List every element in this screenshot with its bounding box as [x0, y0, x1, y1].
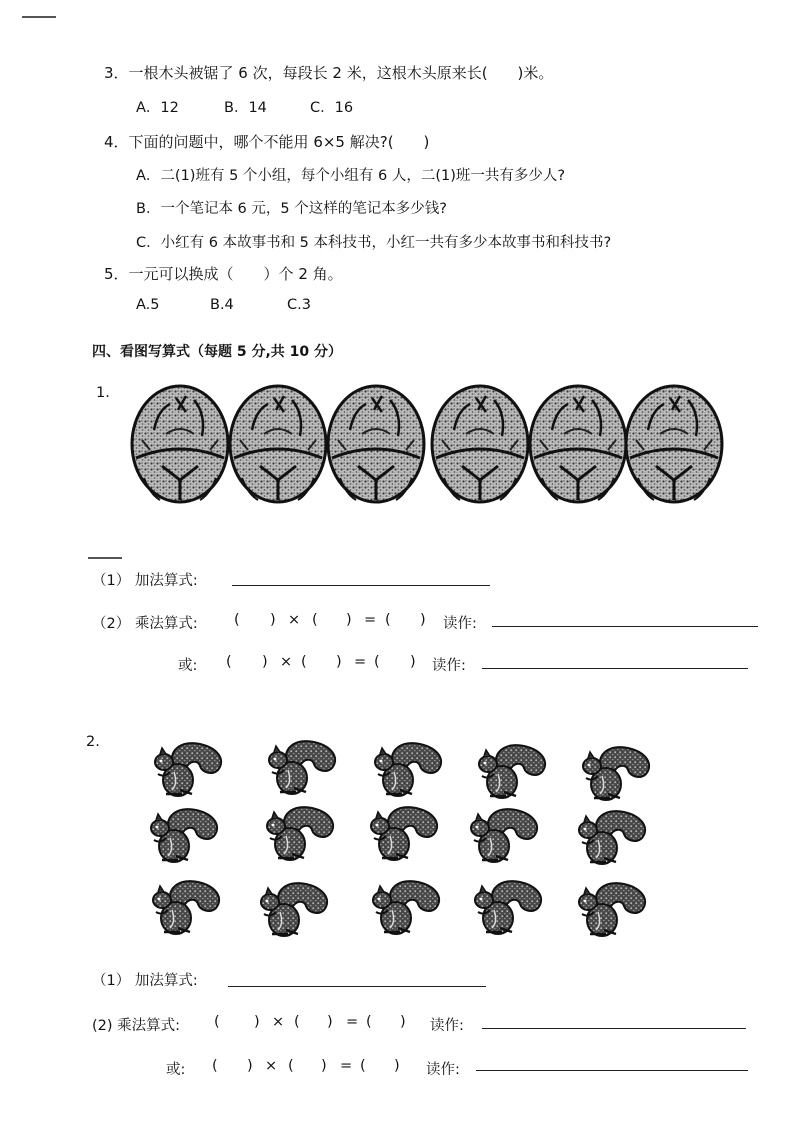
squirrel-icon: [267, 807, 333, 860]
problem-1-number: 1.: [96, 385, 110, 401]
problem-2-read-blank[interactable]: [482, 1028, 746, 1029]
problem-1-mult-close-1: ): [270, 612, 276, 628]
problem-1-mult-blank-3[interactable]: [397, 612, 419, 630]
problem-2-mult-close-2: ): [327, 1014, 333, 1030]
egg-with-chicks-icon: [328, 386, 424, 502]
problem-2-alt-close-1: ): [247, 1058, 253, 1074]
problem-2-alt-blank-1[interactable]: [224, 1058, 246, 1076]
problem-2-mult-blank-1[interactable]: [226, 1014, 248, 1032]
problem-2-alt-blank-2[interactable]: [300, 1058, 322, 1076]
problem-2-times-sign: ×: [272, 1014, 285, 1030]
problem-1-alt-open-1: (: [226, 654, 232, 670]
squirrel-icon: [373, 881, 439, 934]
question-4-option-c: C．小红有 6 本故事书和 5 本科技书，小红一共有多少本故事书和科技书?: [136, 235, 612, 251]
problem-1-alt-read-blank[interactable]: [482, 668, 748, 669]
problem-1-alt-close-3: ): [410, 654, 416, 670]
question-4-option-b: B．一个笔记本 6 元，5 个这样的笔记本多少钱?: [136, 201, 447, 217]
problem-2-addition-label: （1） 加法算式:: [92, 973, 198, 989]
question-3-option-c: C．16: [310, 100, 354, 116]
problem-2-alt-read-label: 读作:: [426, 1062, 460, 1078]
question-3-stem: 3．一根木头被锯了 6 次，每段长 2 米，这根木头原来长( )米。: [104, 64, 554, 82]
question-5-option-c: C.3: [287, 297, 311, 313]
problem-2-mult-close-1: ): [254, 1014, 260, 1030]
problem-2-alt-open-1: (: [212, 1058, 218, 1074]
question-3-option-a: A．12: [136, 100, 179, 116]
squirrel-icon: [583, 747, 649, 800]
squirrel-icon: [479, 745, 545, 798]
problem-2-mult-open-1: (: [214, 1014, 220, 1030]
squirrel-icon: [471, 809, 537, 862]
problem-1-alt-open-2: (: [301, 654, 307, 670]
question-4-option-a: A．二(1)班有 5 个小组，每个小组有 6 人，二(1)班一共有多少人?: [136, 168, 566, 184]
problem-1-addition-label: （1） 加法算式:: [92, 573, 198, 589]
problem-1-read-blank[interactable]: [492, 626, 758, 627]
problem-1-alt-times-sign: ×: [280, 654, 293, 670]
problem-2-read-label: 读作:: [430, 1018, 464, 1034]
question-5-option-a: A.5: [136, 297, 160, 313]
scan-mark-mid: [88, 557, 122, 559]
squirrel-icon: [579, 883, 645, 936]
problem-1-alt-close-2: ): [336, 654, 342, 670]
problem-1-mult-blank-2[interactable]: [324, 612, 346, 630]
problem-1-alt-close-1: ): [262, 654, 268, 670]
problem-1-multiplication-label: （2） 乘法算式:: [92, 616, 198, 632]
problem-1-alt-blank-3[interactable]: [386, 654, 408, 672]
egg-with-chicks-icon: [626, 386, 722, 502]
problem-1-alt-blank-2[interactable]: [313, 654, 335, 672]
question-4-stem: 4．下面的问题中，哪个不能用 6×5 解决?( ): [104, 133, 430, 151]
problem-1-addition-blank[interactable]: [232, 585, 490, 586]
problem-1-equals-sign: =: [364, 612, 377, 628]
problem-2-alternative-label: 或:: [166, 1062, 186, 1078]
problem-2-alt-close-2: ): [321, 1058, 327, 1074]
problem-2-mult-open-2: (: [294, 1014, 300, 1030]
egg-with-chicks-icon: [132, 386, 228, 502]
problem-1-mult-open-1: (: [234, 612, 240, 628]
squirrel-icon: [371, 807, 437, 860]
problem-2-number: 2.: [86, 734, 100, 750]
problem-1-times-sign: ×: [288, 612, 301, 628]
scan-mark-top: [22, 16, 56, 18]
problem-2-mult-open-3: (: [366, 1014, 372, 1030]
problem-1-mult-close-3: ): [420, 612, 426, 628]
problem-1-mult-open-2: (: [312, 612, 318, 628]
problem-2-addition-blank[interactable]: [228, 986, 486, 987]
problem-2-alt-read-blank[interactable]: [476, 1070, 748, 1071]
egg-figure-row: [128, 380, 728, 510]
problem-1-alt-open-3: (: [374, 654, 380, 670]
question-5-stem: 5．一元可以换成（ ）个 2 角。: [104, 265, 343, 283]
problem-2-alt-open-3: (: [360, 1058, 366, 1074]
problem-2-alt-equals-sign: =: [340, 1058, 353, 1074]
egg-with-chicks-icon: [530, 386, 626, 502]
problem-2-alt-times-sign: ×: [265, 1058, 278, 1074]
squirrel-icon: [269, 741, 335, 794]
problem-2-mult-blank-3[interactable]: [378, 1014, 400, 1032]
problem-1-alt-equals-sign: =: [354, 654, 367, 670]
problem-1-mult-close-2: ): [346, 612, 352, 628]
squirrel-icon: [261, 883, 327, 936]
squirrel-icon: [475, 881, 541, 934]
problem-2-mult-blank-2[interactable]: [306, 1014, 328, 1032]
squirrel-figure-grid: [150, 736, 670, 946]
problem-2-multiplication-label: (2) 乘法算式:: [92, 1018, 181, 1034]
problem-1-mult-open-3: (: [385, 612, 391, 628]
question-3-option-b: B．14: [224, 100, 267, 116]
squirrel-icon: [153, 881, 219, 934]
question-5-option-b: B.4: [210, 297, 234, 313]
problem-1-read-label: 读作:: [443, 616, 477, 632]
problem-2-equals-sign: =: [346, 1014, 359, 1030]
problem-1-alt-read-label: 读作:: [432, 658, 466, 674]
problem-2-alt-blank-3[interactable]: [372, 1058, 394, 1076]
squirrel-icon: [151, 809, 217, 862]
egg-with-chicks-icon: [432, 386, 528, 502]
egg-with-chicks-icon: [230, 386, 326, 502]
problem-2-mult-close-3: ): [400, 1014, 406, 1030]
squirrel-icon: [375, 743, 441, 796]
problem-2-alt-close-3: ): [394, 1058, 400, 1074]
problem-1-alt-blank-1[interactable]: [238, 654, 260, 672]
section-4-title: 四、看图写算式（每题 5 分,共 10 分）: [92, 344, 343, 360]
problem-1-alternative-label: 或:: [178, 658, 198, 674]
problem-2-alt-open-2: (: [288, 1058, 294, 1074]
squirrel-icon: [579, 811, 645, 864]
squirrel-icon: [155, 743, 221, 796]
problem-1-mult-blank-1[interactable]: [246, 612, 268, 630]
